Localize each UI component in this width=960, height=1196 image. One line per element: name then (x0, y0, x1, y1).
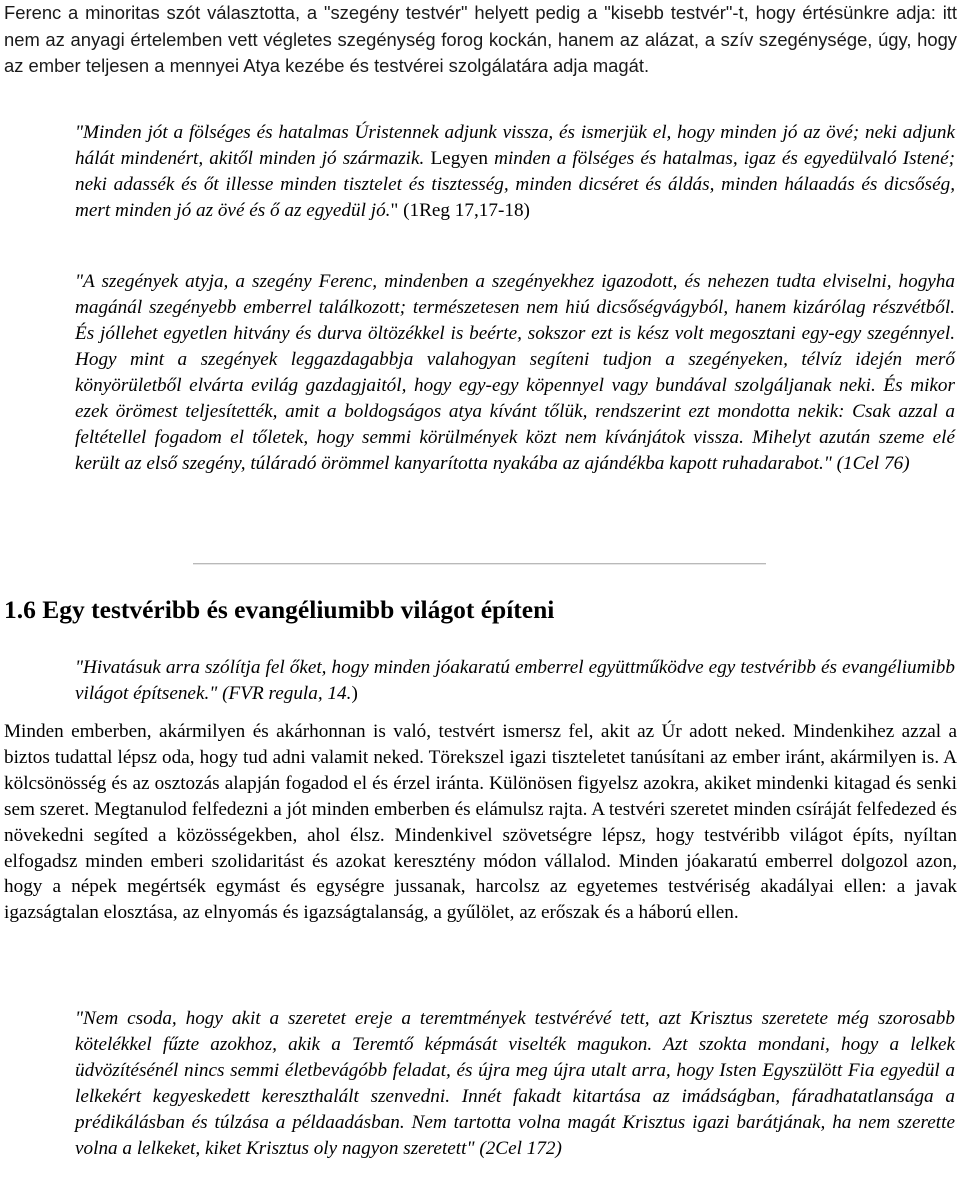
quote-3-upright: ) (351, 683, 358, 704)
quote-1-citation: " (1Reg 17,17-18) (390, 200, 530, 221)
quote-2: "A szegények atyja, a szegény Ferenc, mindenben a szegényekhez igazodott, és nehezen tudta elviselni, hogyha magánál szegényebb emberrel találkozott; természetesen nem hiú dicsőségvágyból, hanem kizárólag részvétből. És jóllehet egyetlen hitvány és durva öltözékkel is beérte, sokszor ezt is kész volt megosztani egy-egy szegénnyel. Hogy mint a szegények leggazdagabbja valahogyan segíteni tudjon a szegényeken, télvíz idején merő könyörületből elvárta evilág gazdagjaitól, hogy egy-egy köpennyel vagy bundával szolgáljanak neki. És mikor ezek örömest teljesítették, amit a boldogságos atya kívánt tőlük, rendszerint ezt mondotta nekik: Csak azzal a feltétellel fogadom el tőletek, hogy semmi körülmények közt nem kívánjátok vissza. Mihelyt azután szeme elé került az első szegény, túláradó örömmel kanyarította nyakába az ajándékba kapott ruhadarabot." (1Cel 76) (75, 271, 955, 474)
body-paragraph: Minden emberben, akármilyen és akárhonnan is való, testvért ismersz fel, akit az Úr adott neked. Mindenkihez azzal a biztos tudattal lépsz oda, hogy tud adni valamit neked. Törekszel igazi tiszteletet tanúsítani az ember iránt, akármilyen is. A kölcsönösség és az osztozás alapján fogadod el és érzel iránta. Különösen figyelsz azokra, akiket mindenki kitagad és senki sem szeret. Megtanulod felfedezni a jót minden emberben és elámulsz rajta. A testvéri szeretet minden csíráját felfedezed és növekedni segíted a közösségekben, ahol élsz. Mindenkivel szövetségre lépsz, hogy testvéribb világot építs, nyíltan elfogadsz minden emberi szolidaritást és azokat keresztény módon vállalod. Minden jóakaratú emberrel dolgozol azon, hogy a népek megértsék egymást és egységre jussanak, harcolsz az egyetemes testvériség akadályai ellen: a javak igazságtalan elosztása, az elnyomás és igazságtalanság, a gyűlölet, az erőszak és a háború ellen. (4, 721, 957, 924)
quote-1-italic-b: minden a fölséges és hatalmas, igaz és egyedülvaló Istené; neki adassék és őt illesse minden tisztelet és tisztesség, minden dicséret és áldás, minden hálaadás és dicsőség, mert minden jó az övé és ő az egyedül jó. (75, 148, 955, 221)
quote-1-italic-a: "Minden jót a fölséges és hatalmas Úristennek adjunk vissza, és ismerjük el, hogy minden jó az övé; neki adjunk hálát mindenért, akitől minden jó származik. (75, 122, 955, 169)
section-heading: 1.6 Egy testvéribb és evangéliumibb világot építeni (4, 595, 555, 624)
quote-3-italic: "Hivatásuk arra szólítja fel őket, hogy minden jóakaratú emberrel együttműködve egy testvéribb és evangéliumibb világot építsenek." (FVR regula, 14. (75, 657, 955, 704)
horizontal-rule (193, 563, 766, 565)
quote-4: "Nem csoda, hogy akit a szeretet ereje a teremtmények testvérévé tett, azt Krisztus szeretete még szorosabb kötelékkel fűzte azokhoz, akik a Teremtő képmását viselték magukon. Azt szokta mondani, hogy a lelkek üdvözítésénél nincs semmi életbevágóbb feladat, és újra meg újra utalt arra, hogy Isten Egyszülött Fia egyedül a lelkekért kegyeskedett kereszthalált szenvedni. Innét fakadt kitartása az imádságban, fáradhatatlansága a prédikálásban és túlzása a példaadásban. Nem tartotta volna magát Krisztus igazi barátjának, ha nem szerette volna a lelkeket, kiket Krisztus oly nagyon szeretett" (2Cel 172) (75, 1008, 955, 1159)
quote-1 (75, 120, 955, 224)
quote-1-upright: Legyen (424, 148, 495, 169)
intro-paragraph: Ferenc a minoritas szót választotta, a "szegény testvér" helyett pedig a "kisebb testvér"-t, hogy értésünkre adja: itt nem az anyagi értelemben vett végletes szegénység forog kockán, hanem az alázat, a szív szegénysége, úgy, hogy az ember teljesen a mennyei Atya kezébe és testvérei szolgálatára adja magát. (4, 2, 957, 76)
quote-3 (75, 655, 955, 707)
